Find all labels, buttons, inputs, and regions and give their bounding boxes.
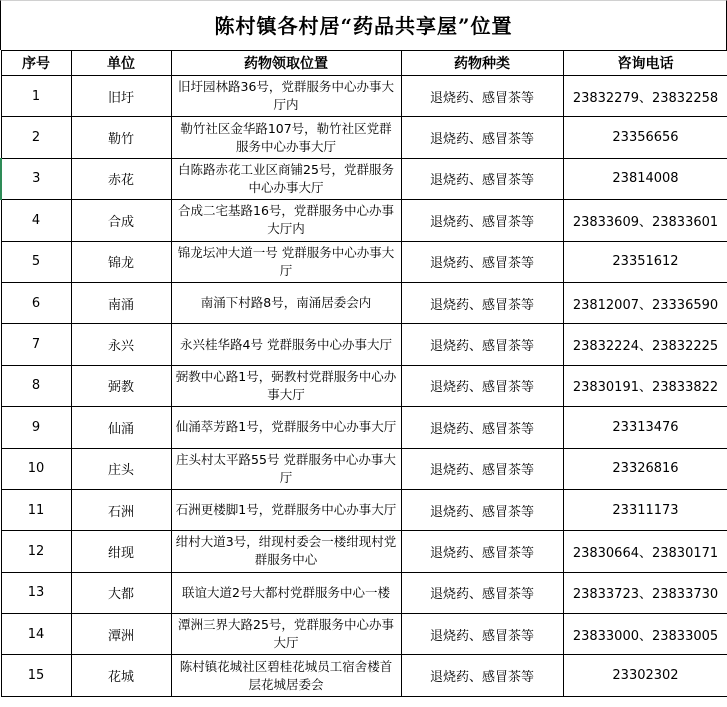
row-index-cell[interactable]: 7: [1, 324, 71, 365]
row-location-cell[interactable]: 石洲更楼脚1号，党群服务中心办事大厅: [171, 489, 401, 530]
table-row: [1, 489, 727, 530]
row-location-cell[interactable]: 绀村大道3号，绀现村委会一楼绀现村党群服务中心: [171, 531, 401, 572]
row-medicine-cell[interactable]: 退烧药、感冒茶等: [401, 614, 563, 655]
row-index-cell[interactable]: 3: [1, 158, 71, 199]
row-phone-cell[interactable]: 23326816: [563, 448, 727, 489]
row-unit-cell[interactable]: 仙涌: [71, 407, 171, 448]
medicine-share-table: [0, 50, 727, 697]
header-location[interactable]: 药物领取位置: [171, 51, 401, 76]
row-index-cell[interactable]: 12: [1, 531, 71, 572]
row-unit-cell[interactable]: 永兴: [71, 324, 171, 365]
table-row: [1, 158, 727, 199]
header-medicine[interactable]: 药物种类: [401, 51, 563, 76]
row-unit-cell[interactable]: 南涌: [71, 282, 171, 323]
row-unit-cell[interactable]: 勒竹: [71, 117, 171, 158]
table-row: [1, 572, 727, 613]
table-row: [1, 76, 727, 117]
table-row: [1, 365, 727, 406]
row-medicine-cell[interactable]: 退烧药、感冒茶等: [401, 200, 563, 241]
row-index-cell[interactable]: 1: [1, 76, 71, 117]
row-location-cell[interactable]: 合成二宅基路16号，党群服务中心办事大厅内: [171, 200, 401, 241]
row-index-cell[interactable]: 4: [1, 200, 71, 241]
row-index-cell[interactable]: 8: [1, 365, 71, 406]
row-unit-cell[interactable]: 绀现: [71, 531, 171, 572]
row-phone-cell[interactable]: 23351612: [563, 241, 727, 282]
row-unit-cell[interactable]: 合成: [71, 200, 171, 241]
row-location-cell[interactable]: 白陈路赤花工业区商铺25号，党群服务中心办事大厅: [171, 158, 401, 199]
row-unit-cell[interactable]: 大都: [71, 572, 171, 613]
row-index-cell[interactable]: 2: [1, 117, 71, 158]
row-unit-cell[interactable]: 旧圩: [71, 76, 171, 117]
row-medicine-cell[interactable]: 退烧药、感冒茶等: [401, 324, 563, 365]
row-phone-cell[interactable]: 23814008: [563, 158, 727, 199]
row-phone-cell[interactable]: 23832224、23832225: [563, 324, 727, 365]
row-unit-cell[interactable]: 潭洲: [71, 614, 171, 655]
header-phone[interactable]: 咨询电话: [563, 51, 727, 76]
row-medicine-cell[interactable]: 退烧药、感冒茶等: [401, 158, 563, 199]
row-medicine-cell[interactable]: 退烧药、感冒茶等: [401, 241, 563, 282]
row-location-cell[interactable]: 旧圩园林路36号，党群服务中心办事大厅内: [171, 76, 401, 117]
row-location-cell[interactable]: 弼教中心路1号，弼教村党群服务中心办事大厅: [171, 365, 401, 406]
table-row: [1, 407, 727, 448]
row-medicine-cell[interactable]: 退烧药、感冒茶等: [401, 282, 563, 323]
row-phone-cell[interactable]: 23832279、23832258: [563, 76, 727, 117]
row-location-cell[interactable]: 永兴桂华路4号 党群服务中心办事大厅: [171, 324, 401, 365]
row-location-cell[interactable]: 联谊大道2号大都村党群服务中心一楼: [171, 572, 401, 613]
header-index[interactable]: 序号: [1, 51, 71, 76]
row-index-cell[interactable]: 5: [1, 241, 71, 282]
row-phone-cell[interactable]: 23812007、23336590: [563, 282, 727, 323]
row-unit-cell[interactable]: 花城: [71, 655, 171, 696]
row-phone-cell[interactable]: 23311173: [563, 489, 727, 530]
row-medicine-cell[interactable]: 退烧药、感冒茶等: [401, 117, 563, 158]
row-location-cell[interactable]: 陈村镇花城社区碧桂花城员工宿舍楼首层花城居委会: [171, 655, 401, 696]
row-location-cell[interactable]: 勒竹社区金华路107号，勒竹社区党群服务中心办事大厅: [171, 117, 401, 158]
header-unit[interactable]: 单位: [71, 51, 171, 76]
row-medicine-cell[interactable]: 退烧药、感冒茶等: [401, 572, 563, 613]
table-row: [1, 117, 727, 158]
table-row: [1, 241, 727, 282]
row-unit-cell[interactable]: 石洲: [71, 489, 171, 530]
row-phone-cell[interactable]: 23313476: [563, 407, 727, 448]
table-row: [1, 200, 727, 241]
row-location-cell[interactable]: 庄头村太平路55号 党群服务中心办事大厅: [171, 448, 401, 489]
table-row: [1, 614, 727, 655]
header-row: [1, 51, 727, 76]
row-index-cell[interactable]: 15: [1, 655, 71, 696]
row-phone-cell[interactable]: 23302302: [563, 655, 727, 696]
row-medicine-cell[interactable]: 退烧药、感冒茶等: [401, 365, 563, 406]
row-phone-cell[interactable]: 23833723、23833730: [563, 572, 727, 613]
row-phone-cell[interactable]: 23830664、23830171: [563, 531, 727, 572]
row-location-cell[interactable]: 南涌下村路8号，南涌居委会内: [171, 282, 401, 323]
row-unit-cell[interactable]: 弼教: [71, 365, 171, 406]
row-phone-cell[interactable]: 23833000、23833005: [563, 614, 727, 655]
row-unit-cell[interactable]: 锦龙: [71, 241, 171, 282]
row-medicine-cell[interactable]: 退烧药、感冒茶等: [401, 76, 563, 117]
table-row: [1, 531, 727, 572]
row-unit-cell[interactable]: 赤花: [71, 158, 171, 199]
row-location-cell[interactable]: 潭洲三界大路25号，党群服务中心办事大厅: [171, 614, 401, 655]
table-row: [1, 448, 727, 489]
row-index-cell[interactable]: 6: [1, 282, 71, 323]
table-row: [1, 655, 727, 696]
table-row: [1, 282, 727, 323]
row-medicine-cell[interactable]: 退烧药、感冒茶等: [401, 448, 563, 489]
row-phone-cell[interactable]: 23830191、23833822: [563, 365, 727, 406]
row-index-cell[interactable]: 13: [1, 572, 71, 613]
row-medicine-cell[interactable]: 退烧药、感冒茶等: [401, 489, 563, 530]
table-row: [1, 324, 727, 365]
row-medicine-cell[interactable]: 退烧药、感冒茶等: [401, 655, 563, 696]
row-index-cell[interactable]: 10: [1, 448, 71, 489]
row-phone-cell[interactable]: 23833609、23833601: [563, 200, 727, 241]
row-phone-cell[interactable]: 23356656: [563, 117, 727, 158]
row-medicine-cell[interactable]: 退烧药、感冒茶等: [401, 407, 563, 448]
row-index-cell[interactable]: 11: [1, 489, 71, 530]
row-index-cell[interactable]: 9: [1, 407, 71, 448]
row-unit-cell[interactable]: 庄头: [71, 448, 171, 489]
row-location-cell[interactable]: 锦龙坛冲大道一号 党群服务中心办事大厅: [171, 241, 401, 282]
row-location-cell[interactable]: 仙涌萃芳路1号，党群服务中心办事大厅: [171, 407, 401, 448]
row-medicine-cell[interactable]: 退烧药、感冒茶等: [401, 531, 563, 572]
table-title: 陈村镇各村居“药品共享屋”位置: [0, 0, 727, 50]
row-index-cell[interactable]: 14: [1, 614, 71, 655]
